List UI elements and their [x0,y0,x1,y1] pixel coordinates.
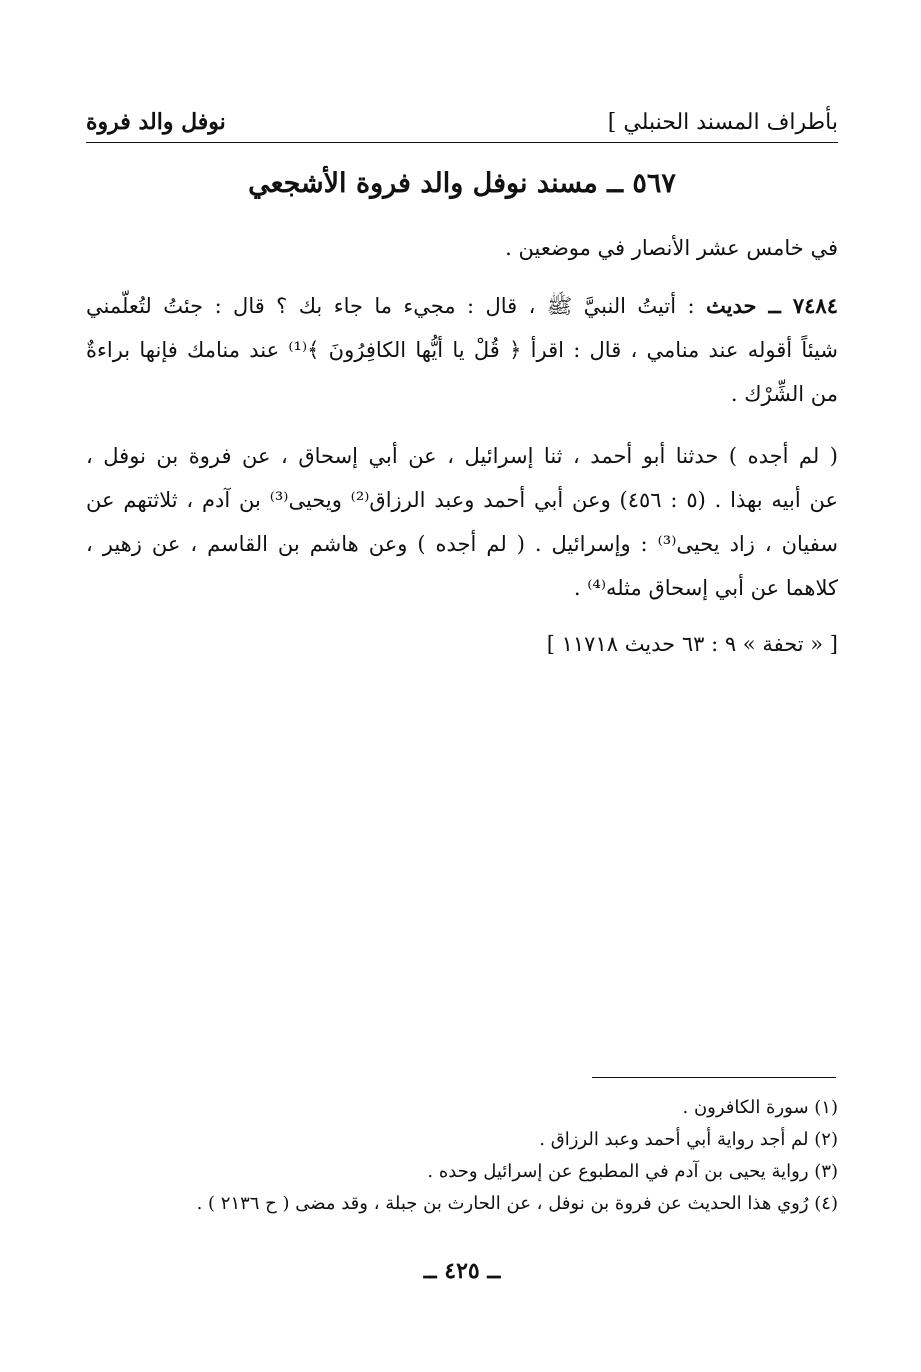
section-title: ٥٦٧ ــ مسند نوفل والد فروة الأشجعي [248,168,676,199]
isnad-line-2: عن أبيه بهذا . (٥ : ٤٥٦) وعن أبي أحمد وعبد الرزاق⁽²⁾ ويحيى⁽³⁾ بن آدم ، ثلاثتهم عن [86,488,838,512]
footnote-2: (٢) لم أجد رواية أبي أحمد وعبد الرزاق . [539,1129,838,1150]
header-divider [86,142,838,143]
hadith-paragraph [86,284,838,416]
isnad-line-1: ( لم أجده ) حدثنا أبو أحمد ، ثنا إسرائيل ، عن أبي إسحاق ، عن فروة بن نوفل ، [86,444,838,468]
isnad-line-3: سفيان ، زاد يحيى⁽³⁾ : وإسرائيل . ( لم أجده ) وعن هاشم بن القاسم ، عن زهير ، [86,532,838,556]
running-header [86,104,838,140]
footnote-4: (٤) رُوي هذا الحديث عن فروة بن نوفل ، عن الحارث بن جبلة ، وقد مضى ( ح ٢١٣٦ ) . [196,1193,838,1214]
footnote-3: (٣) رواية يحيى بن آدم في المطبوع عن إسرائيل وحده . [427,1161,838,1182]
hadith-number: ٧٤٨٤ ــ حديث [705,293,838,318]
footnote-1: (١) سورة الكافرون . [682,1097,838,1118]
footnote-divider [592,1077,836,1078]
tuhfa-reference [86,622,838,666]
isnad-paragraph [86,434,838,610]
hadith-line-1 [86,284,838,328]
hadith-line-3: من الشِّرْك . [730,382,838,406]
isnad-line-4: كلاهما عن أبي إسحاق مثله⁽⁴⁾ . [573,576,838,600]
page-number: ــ ٤٢٥ ــ [423,1258,501,1284]
hadith-text-1: : أتيتُ النبيَّ ﷺ ، قال : مجيء ما جاء بك ؟ قال : جئتُ لتُعلّمني [86,294,695,318]
footnotes [86,1092,838,1220]
header-section-name: نوفل والد فروة [86,109,226,135]
hadith-line-2: شيئاً أقوله عند منامي ، قال : اقرأ ﴿ قُلْ يا أيُّها الكافِرُونَ ﴾⁽¹⁾ عند منامك فإنها براءةٌ [86,338,838,362]
intro-paragraph [86,226,838,270]
tuhfa-line: [ « تحفة » ٩ : ٦٣ حديث ١١٧١٨ ] [546,632,838,656]
intro-line: في خامس عشر الأنصار في موضعين . [505,236,838,260]
header-book-title: بأطراف المسند الحنبلي ] [607,109,838,135]
